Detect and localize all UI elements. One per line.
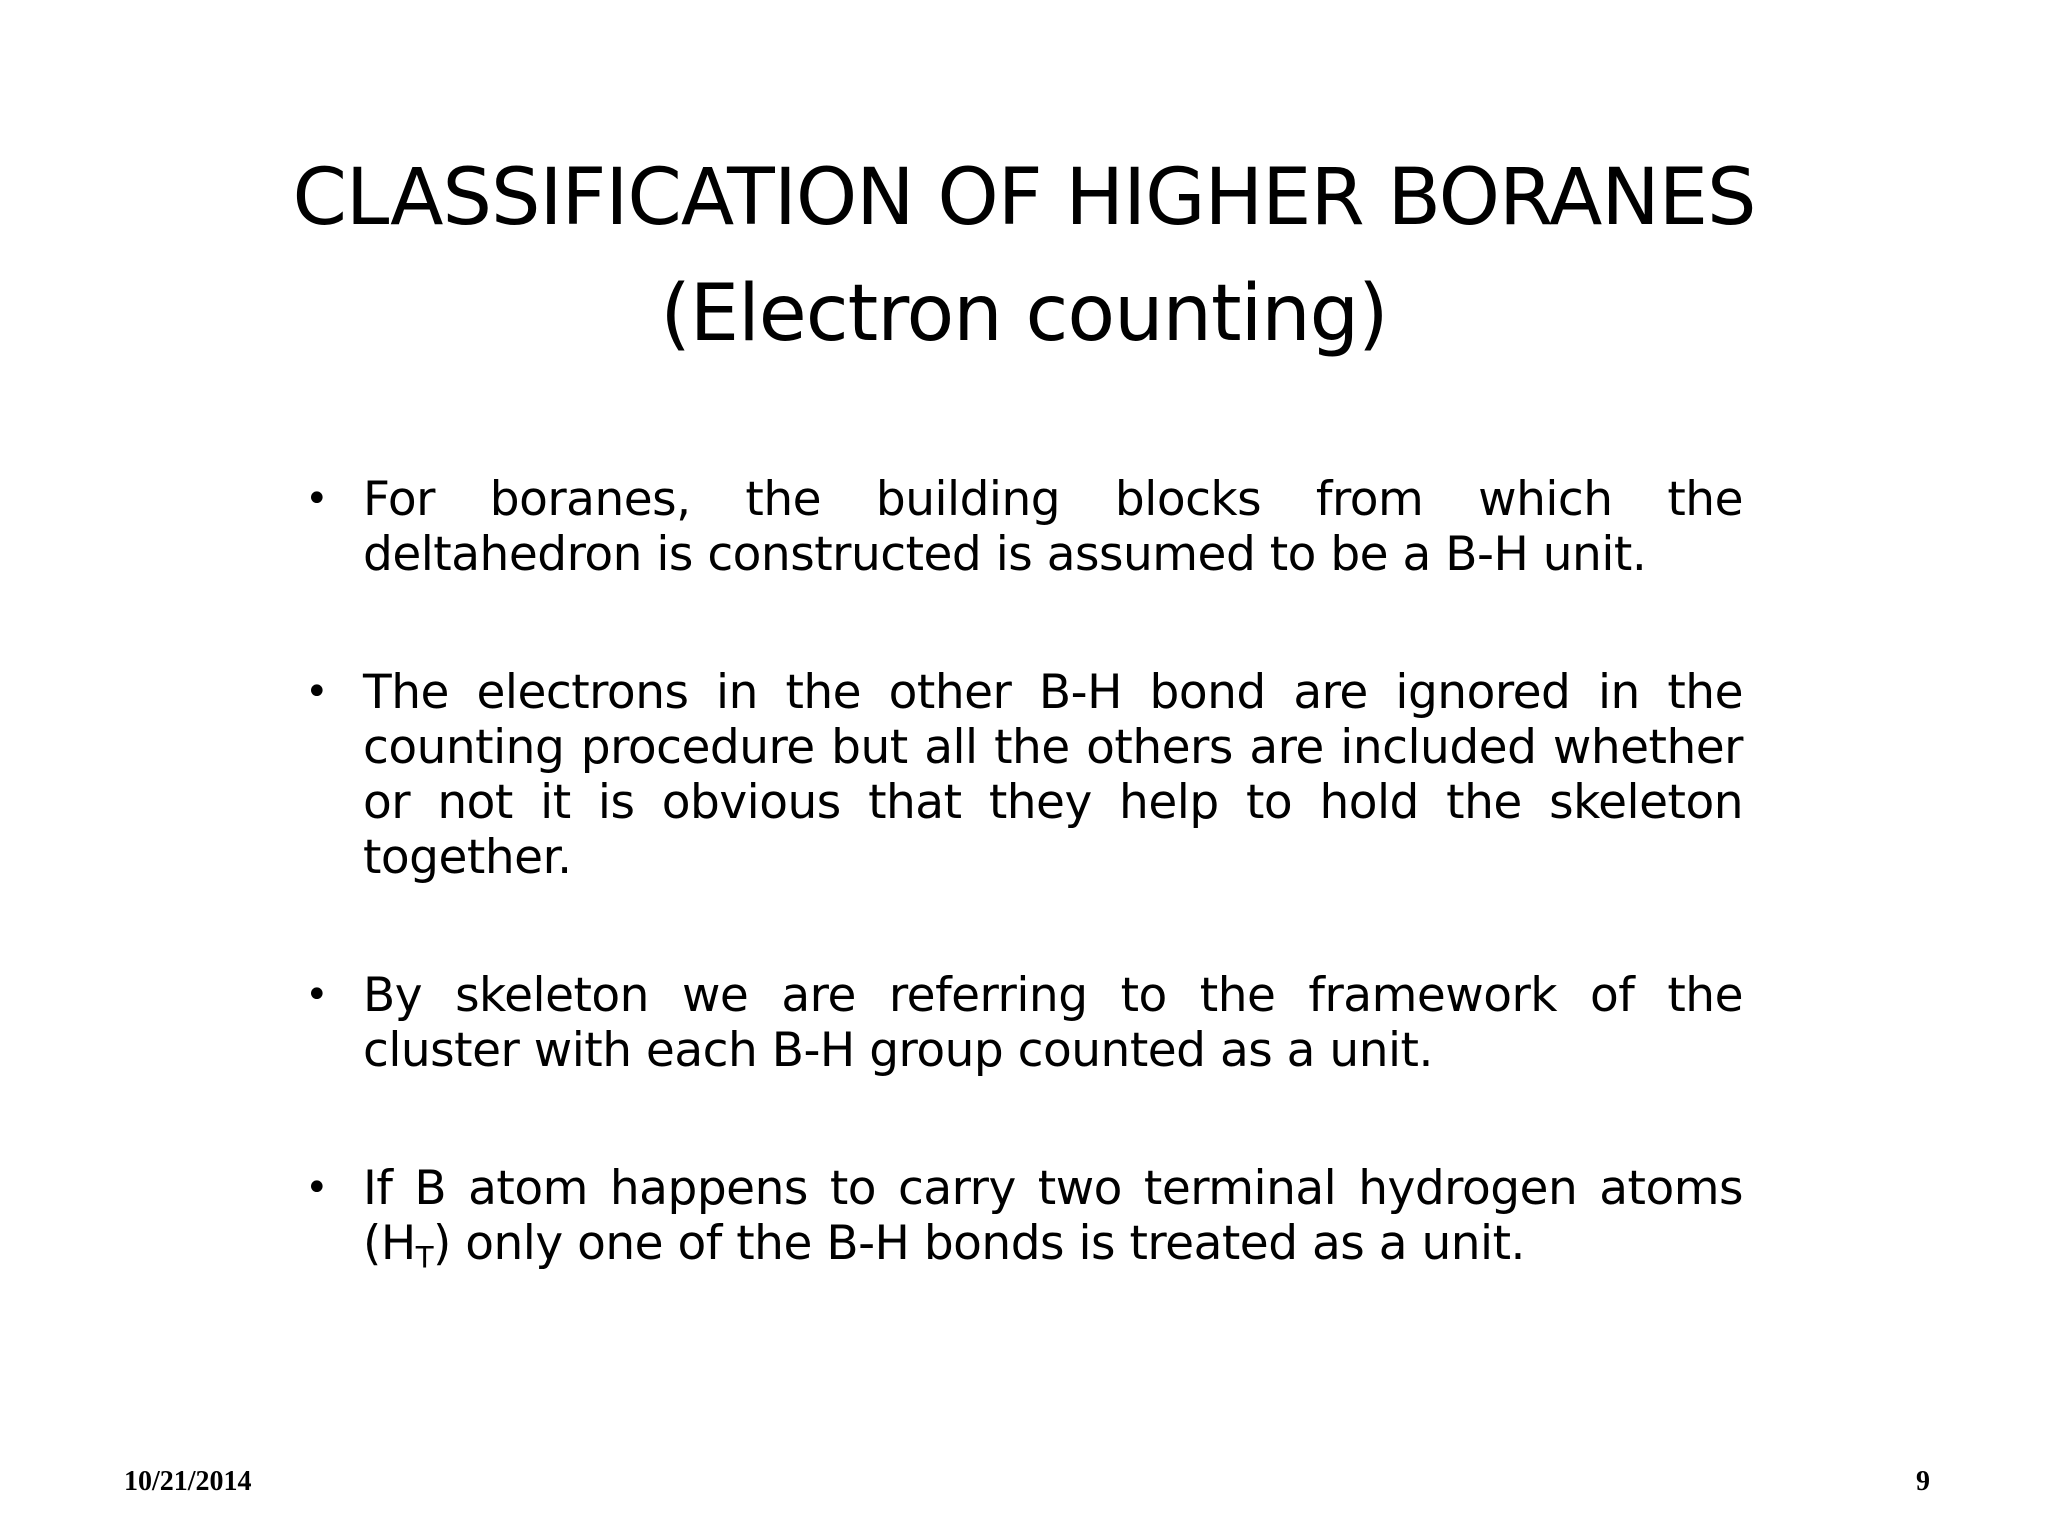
- page-number: 9: [1916, 1466, 1930, 1497]
- bullet-text: By skeleton we are referring to the framework of the cluster with each B-H group counted as a unit.: [363, 968, 1743, 1078]
- bullet-dot-icon: •: [305, 669, 329, 715]
- bullet-text: For boranes, the building blocks from which the deltahedron is constructed is assumed to be a B-H unit.: [363, 472, 1743, 582]
- footer-date: 10/21/2014: [124, 1466, 252, 1497]
- bullet-text-after: ) only one of the B-H bonds is treated as a unit.: [432, 1216, 1525, 1271]
- bullet-dot-icon: •: [305, 476, 329, 522]
- bullet-item: [303, 665, 1743, 885]
- bullet-item: [303, 1161, 1743, 1275]
- title-line-2: (Electron counting): [660, 269, 1388, 360]
- slide-title: [200, 140, 1848, 372]
- bullet-item: [303, 968, 1743, 1078]
- bullet-item: [303, 472, 1743, 582]
- bullet-list: [303, 472, 1743, 1275]
- bullet-text-before: If B atom happens to carry two terminal hydrogen atoms (H: [363, 1161, 1743, 1271]
- bullet-subscript: T: [415, 1240, 433, 1275]
- bullet-dot-icon: •: [305, 972, 329, 1018]
- bullet-dot-icon: •: [305, 1165, 329, 1211]
- bullet-text: The electrons in the other B-H bond are ignored in the counting procedure but all the others are included whether or not it is obvious that they help to hold the skeleton together.: [363, 665, 1743, 885]
- title-line-1: CLASSIFICATION OF HIGHER BORANES: [292, 153, 1756, 244]
